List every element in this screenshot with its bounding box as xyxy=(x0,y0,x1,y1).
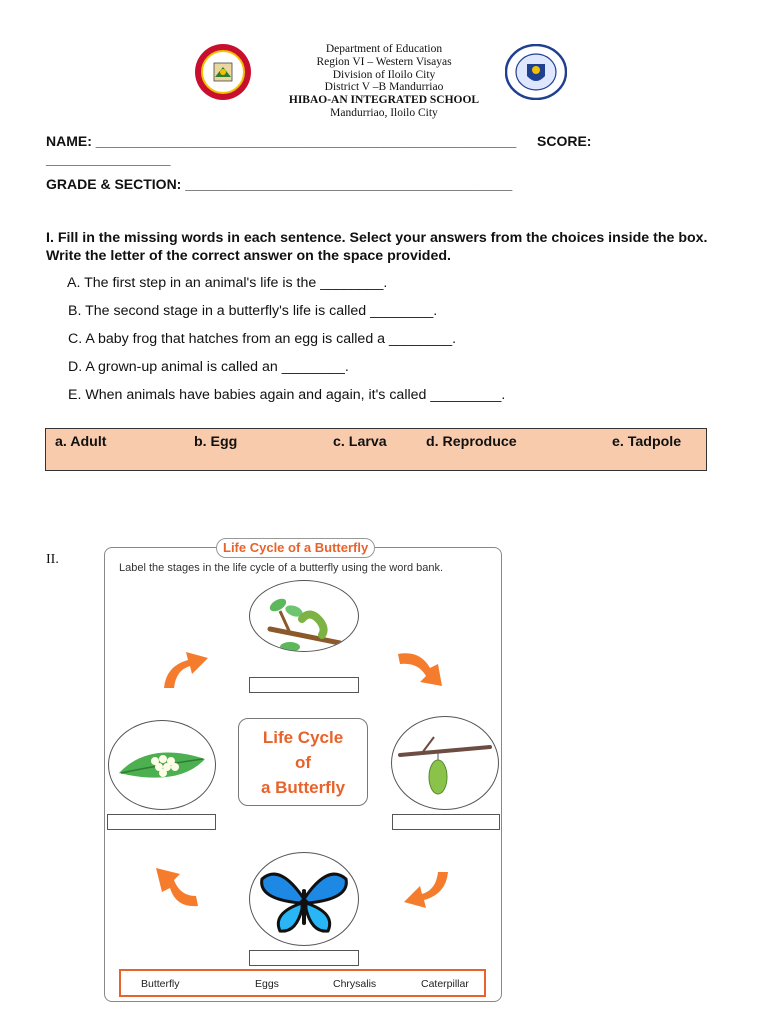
header-department: Department of Education xyxy=(325,43,443,55)
arrow-down-right-icon xyxy=(396,648,446,688)
life-cycle-title: Life Cycle of a Butterfly xyxy=(216,538,375,558)
score-label: SCORE: xyxy=(537,133,592,149)
document-header xyxy=(0,43,768,120)
eggs-stage-circle xyxy=(108,720,216,810)
answer-choices-box xyxy=(45,428,707,471)
chrysalis-stage-circle xyxy=(391,716,499,810)
name-field[interactable]: NAME: ______________________________________________________ xyxy=(46,133,517,149)
question-item-c: C. A baby frog that hatches from an egg is called a ________. xyxy=(68,331,457,347)
word-bank-caterpillar: Caterpillar xyxy=(421,978,469,990)
arrow-down-left-icon xyxy=(400,868,452,912)
arrow-up-left-icon xyxy=(152,864,200,910)
choice-adult: a. Adult xyxy=(55,434,107,450)
question-item-e: E. When animals have babies again and again, it's called _________. xyxy=(68,387,506,403)
chrysalis-answer-blank[interactable] xyxy=(392,814,500,830)
header-district: District V –B Mandurriao xyxy=(324,81,444,94)
arrow-up-right-icon xyxy=(158,648,212,690)
caterpillar-illustration xyxy=(250,581,358,651)
center-line-3: a Butterfly xyxy=(260,778,346,797)
life-cycle-instruction: Label the stages in the life cycle of a butterfly using the word bank. xyxy=(119,562,444,574)
header-address: Mandurriao, Iloilo City xyxy=(330,106,438,119)
center-line-1: Life Cycle xyxy=(262,728,344,747)
butterfly-illustration xyxy=(250,853,358,945)
center-line-2: of xyxy=(294,753,312,772)
word-bank-butterfly: Butterfly xyxy=(141,978,180,990)
question-item-a: A. The first step in an animal's life is the ________. xyxy=(67,275,388,291)
question-item-d: D. A grown-up animal is called an ________. xyxy=(68,359,349,375)
eggs-answer-blank[interactable] xyxy=(107,814,216,830)
word-bank-eggs: Eggs xyxy=(255,978,279,990)
word-bank-chrysalis: Chrysalis xyxy=(333,978,377,990)
choice-reproduce: d. Reproduce xyxy=(426,434,517,450)
part2-numeral: II. xyxy=(46,552,59,567)
score-field[interactable]: ________________ xyxy=(46,151,171,167)
chrysalis-illustration xyxy=(392,717,498,809)
part1-instructions: I. Fill in the missing words in each sentence. Select your answers from the choices inside the box. Write the letter of the correct answer on the space provided. xyxy=(46,230,708,264)
choice-egg: b. Egg xyxy=(194,434,238,450)
life-cycle-center-label xyxy=(238,718,368,806)
caterpillar-answer-blank[interactable] xyxy=(249,677,359,693)
butterfly-answer-blank[interactable] xyxy=(249,950,359,966)
eggs-illustration xyxy=(109,721,215,809)
choice-tadpole: e. Tadpole xyxy=(612,434,682,450)
header-school-name: HIBAO-AN INTEGRATED SCHOOL xyxy=(288,94,480,107)
word-bank xyxy=(119,969,486,997)
header-division: Division of Iloilo City xyxy=(332,68,436,81)
question-item-b: B. The second stage in a butterfly's life is called ________. xyxy=(68,303,438,319)
caterpillar-stage-circle xyxy=(249,580,359,652)
grade-section-field[interactable]: GRADE & SECTION: __________________________________________ xyxy=(46,176,513,192)
choice-larva: c. Larva xyxy=(333,434,387,450)
header-region: Region VI – Western Visayas xyxy=(316,55,452,68)
butterfly-stage-circle xyxy=(249,852,359,946)
